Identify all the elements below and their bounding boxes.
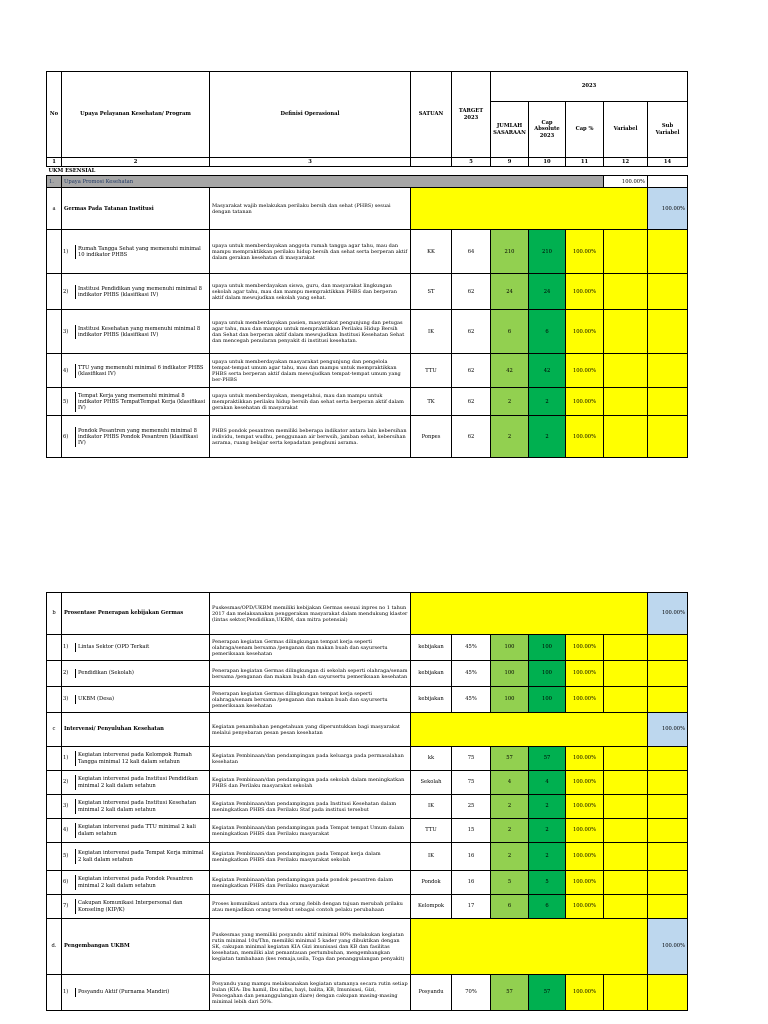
row-indent	[47, 230, 62, 274]
row-target: 75	[452, 771, 491, 795]
row-sub-variabel	[648, 895, 688, 919]
row-jumlah: 4	[491, 771, 529, 795]
row-cap-absolute: 2	[529, 388, 566, 416]
table-row	[47, 230, 688, 274]
row-program	[62, 771, 210, 795]
header-cap-pct: Cap %	[566, 102, 604, 158]
row-jumlah: 24	[491, 274, 529, 310]
row-indent	[47, 771, 62, 795]
row-sub-variabel	[648, 230, 688, 274]
row-cap-pct: 100.00%	[566, 819, 604, 843]
row-jumlah: 57	[491, 975, 529, 1011]
row-indent	[47, 354, 62, 388]
row-program-label: Kegiatan intervensi pada Kelompok Rumah Tangga minimal 12 kali dalam setahun	[78, 752, 192, 765]
row-variabel	[604, 747, 648, 771]
group-letter: c	[47, 713, 62, 747]
row-program	[62, 795, 210, 819]
group-value: 100.00%	[648, 593, 688, 635]
row-program	[62, 895, 210, 919]
table-row	[47, 975, 688, 1011]
table-row	[47, 871, 688, 895]
row-variabel	[604, 687, 648, 713]
row-indent	[47, 274, 62, 310]
row-definition: Kegiatan Pembinaan/dan pendampingan pada keluarga pada permasalahan kesehatan	[210, 747, 411, 771]
row-number: 7)	[62, 899, 76, 913]
colnum: 2	[62, 158, 210, 167]
group-d-row	[47, 919, 688, 975]
row-program	[62, 230, 210, 274]
row-number: 3)	[62, 325, 76, 339]
row-cap-pct: 100.00%	[566, 687, 604, 713]
row-definition: upaya untuk memberdayakan, mengetahui, mau dan mampu untuk mempraktikkan perilaku hidup bersih dan sehat serta berperan aktif dalam gerakan kesehatan di masyarakat	[210, 388, 411, 416]
row-definition: Kegiatan Pembinaan/dan pendampingan pada Institusi Kesehatan dalam meningkatkan PHBS dan Perilaku Staf pada institusi tersebut	[210, 795, 411, 819]
table-row	[47, 895, 688, 919]
row-variabel	[604, 975, 648, 1011]
row-program-label: Pondok Pesantren yang memenuhi minimal 8 indikator PHBS Pondok Pesantren (klasifikasi IV)	[78, 427, 198, 447]
group-value: 100.00%	[648, 188, 688, 230]
row-variabel	[604, 416, 648, 458]
row-satuan: TTU	[411, 354, 452, 388]
group-title: Intervensi/ Penyuluhan Kesehatan	[62, 713, 210, 747]
row-cap-absolute: 100	[529, 661, 566, 687]
row-satuan: Kelompok	[411, 895, 452, 919]
row-target: 45%	[452, 635, 491, 661]
row-indent	[47, 871, 62, 895]
row-satuan: kebijakan	[411, 687, 452, 713]
row-cap-absolute: 100	[529, 687, 566, 713]
row-jumlah: 42	[491, 354, 529, 388]
header-sub-variabel: Sub Variabel	[648, 102, 688, 158]
row-variabel	[604, 354, 648, 388]
group-def: Puskesmas yang memiliki posyandu aktif minimal 80% melakukan kegiatan rutin minimal 10x/Thn, memiliki minimal 5 kader yang dibuktikan dengan SK, cakupan minimal kegiatan KIA Gizi imunisasi dan KB dan fasilitas kesehatan, memiliki alat pemantauan pertumbuhan, mengembangkan kegiatan tambahaan (kes remaja,usila, Toga dan penanggulangan penyakit)	[210, 919, 411, 975]
row-indent	[47, 795, 62, 819]
row-number: 4)	[62, 364, 76, 378]
row-program	[62, 310, 210, 354]
row-cap-pct: 100.00%	[566, 354, 604, 388]
row-cap-absolute: 2	[529, 416, 566, 458]
row-definition: Penerapan kegiatan Germas dilingkungan tempat kerja seperti olahraga/senam bersama /penganan dan makan buah dan sayursertu pemeriksaan kesehatan	[210, 635, 411, 661]
row-indent	[47, 895, 62, 919]
row-program-label: Posyandu Aktif (Purnama Mandiri)	[78, 989, 170, 996]
row-sub-variabel	[648, 687, 688, 713]
row-sub-variabel	[648, 274, 688, 310]
row-satuan: TK	[411, 388, 452, 416]
row-target: 62	[452, 416, 491, 458]
row-jumlah: 100	[491, 687, 529, 713]
colnum: 14	[648, 158, 688, 167]
row-jumlah: 100	[491, 661, 529, 687]
row-cap-absolute: 100	[529, 635, 566, 661]
row-program-label: Institusi Pendidikan yang memenuhi minimal 8 indikator PHBS (klasifikasi IV)	[78, 285, 202, 298]
table-row	[47, 274, 688, 310]
row-cap-pct: 100.00%	[566, 661, 604, 687]
row-sub-variabel	[648, 843, 688, 871]
row-variabel	[604, 895, 648, 919]
row-program-label: Kegiatan intervensi pada Institusi Pendidikan minimal 2 kali dalam setahun	[78, 776, 198, 789]
subsection-value: 100.00%	[604, 176, 648, 188]
row-definition: Penerapan kegiatan Germas dilingkungan tempat kerja seperti olahraga/senam bersama /penganan dan makan buah dan sayursertu pemeriksaan kesehatan	[210, 687, 411, 713]
row-program	[62, 687, 210, 713]
row-program-label: Cakupan Komunikasi Interpersonal dan Konseling (KIP/K)	[78, 900, 183, 913]
colnum: 5	[452, 158, 491, 167]
row-sub-variabel	[648, 354, 688, 388]
row-variabel	[604, 635, 648, 661]
row-cap-pct: 100.00%	[566, 388, 604, 416]
group-letter: d.	[47, 919, 62, 975]
row-variabel	[604, 871, 648, 895]
group-a-row	[47, 188, 688, 230]
row-sub-variabel	[648, 771, 688, 795]
row-program	[62, 274, 210, 310]
row-cap-absolute: 57	[529, 747, 566, 771]
row-satuan: ST	[411, 274, 452, 310]
row-definition: Proses komunikasi antara dua orang /lebih dengan tujuan merubah prilaku atau menjadikan orang tersebut sebagai contoh pelaku perubahaan	[210, 895, 411, 919]
row-definition: Kegiatan Pembinaan/dan pendampingan pada sekolah dalam meningkatkan PHBS dan Perilaku masyarakat sekolah	[210, 771, 411, 795]
subsection-row	[47, 176, 688, 188]
header-definisi: Definisi Operasional	[210, 72, 411, 158]
row-cap-absolute: 210	[529, 230, 566, 274]
row-number: 4)	[62, 823, 76, 837]
row-jumlah: 2	[491, 388, 529, 416]
row-number: 5)	[62, 392, 76, 413]
page2-table	[46, 592, 688, 1011]
row-program	[62, 747, 210, 771]
row-program	[62, 416, 210, 458]
row-satuan: Sekolah	[411, 771, 452, 795]
row-cap-pct: 100.00%	[566, 416, 604, 458]
row-cap-absolute: 2	[529, 843, 566, 871]
row-program-label: UKBM (Desa)	[78, 696, 115, 703]
row-jumlah: 5	[491, 871, 529, 895]
header-no: No	[47, 72, 62, 158]
row-jumlah: 6	[491, 895, 529, 919]
row-jumlah: 6	[491, 310, 529, 354]
row-sub-variabel	[648, 871, 688, 895]
row-satuan: Pondok	[411, 871, 452, 895]
row-definition: Kegiatan Pembinaan/dan pendampingan pada pondok pesantren dalam meningkatkan PHBS dan Perilaku masyarakat	[210, 871, 411, 895]
row-program	[62, 819, 210, 843]
group-title: Prosentase Penerapan kebijakan Germas	[62, 593, 210, 635]
row-cap-pct: 100.00%	[566, 274, 604, 310]
row-target: 75	[452, 747, 491, 771]
row-cap-pct: 100.00%	[566, 975, 604, 1011]
row-target: 64	[452, 230, 491, 274]
row-sub-variabel	[648, 635, 688, 661]
row-definition: upaya untuk memberdayakan siswa, guru, dan masyarakat lingkungan sekolah agar tahu, mau dan mampu mempraktikkan PHBS dan berperan aktif dalam mewujudkan sekolah yang sehat.	[210, 274, 411, 310]
row-cap-absolute: 6	[529, 895, 566, 919]
page1-table	[46, 71, 688, 458]
row-jumlah: 210	[491, 230, 529, 274]
row-indent	[47, 388, 62, 416]
row-program-label: Institusi Kesehatan yang memenuhi minimal 8 indikator PHBS (klasifikasi IV)	[78, 325, 201, 338]
row-jumlah: 100	[491, 635, 529, 661]
row-target: 62	[452, 310, 491, 354]
row-number: 6)	[62, 427, 76, 448]
row-indent	[47, 661, 62, 687]
row-cap-pct: 100.00%	[566, 635, 604, 661]
row-satuan: Posyandu	[411, 975, 452, 1011]
row-program-label: Pendidikan (Sekolah)	[78, 670, 134, 677]
row-definition: upaya untuk memberdayakan anggota rumah tangga agar tahu, mau dan mampu mempraktikkan perilaku hidup bersih dan sehat serta berperan aktif dalam gerakan kesehatan di masyarakat	[210, 230, 411, 274]
header-target: TARGET 2023	[452, 72, 491, 158]
row-target: 16	[452, 871, 491, 895]
row-program-label: Kegiatan intervensi pada Tempat Kerja minimal 2 kali dalam setahun	[78, 850, 204, 863]
table-row	[47, 819, 688, 843]
row-definition: upaya untuk memberdayakan pasien, masyarakat pengunjung dan petugas agar tahu, mau dan mampu untuk mempraktikkan Perilaku Hidup Bersih dan Sehat dan berperan aktif dalam mewujudkan Institusi Kesehatan Sehat dan mencegah penularan penyakit di institusi kesehatan.	[210, 310, 411, 354]
row-target: 16	[452, 843, 491, 871]
subsection-no: 1.	[47, 176, 62, 188]
section-title: UKM ESENSIAL	[47, 167, 688, 176]
row-satuan: Ponpes	[411, 416, 452, 458]
row-cap-absolute: 57	[529, 975, 566, 1011]
row-program-label: Tempat Kerja yang memenuhi minimal 8 indikator PHBS TempatTempat Kerja (klasifikasi IV)	[78, 392, 206, 412]
row-variabel	[604, 661, 648, 687]
table-row	[47, 795, 688, 819]
row-variabel	[604, 230, 648, 274]
row-target: 45%	[452, 687, 491, 713]
row-cap-pct: 100.00%	[566, 771, 604, 795]
group-value: 100.00%	[648, 713, 688, 747]
row-indent	[47, 687, 62, 713]
group-letter: b	[47, 593, 62, 635]
row-target: 62	[452, 388, 491, 416]
row-number: 5)	[62, 849, 76, 863]
row-variabel	[604, 819, 648, 843]
row-indent	[47, 635, 62, 661]
header-program: Upaya Pelayanan Kesehatan/ Program	[62, 72, 210, 158]
header-year: 2023	[491, 72, 688, 102]
row-target: 62	[452, 274, 491, 310]
row-cap-pct: 100.00%	[566, 795, 604, 819]
row-jumlah: 2	[491, 795, 529, 819]
row-sub-variabel	[648, 416, 688, 458]
row-cap-absolute: 2	[529, 819, 566, 843]
header-variabel: Variabel	[604, 102, 648, 158]
row-program	[62, 871, 210, 895]
row-target: 62	[452, 354, 491, 388]
group-letter: a	[47, 188, 62, 230]
row-cap-absolute: 5	[529, 871, 566, 895]
group-def: Puskesmas/OPD/UKBM memiliki kebijakan Germas sesuai inpres no 1 tahun 2017 dan melaksanakan penggerakan masyarakat dalam mendukung klaster (lintas sektor,Pendidikan,UKBM, dan mitra potensial)	[210, 593, 411, 635]
row-definition: upaya untuk memberdayakan masyarakat pengunjung dan pengelola tempat-tempat umum agar tahu, mau dan mampu untuk mempraktikkan PHBS serta berperan aktif dalam mewujudkan tempat-tempat umum yang ber-PHBS	[210, 354, 411, 388]
row-number: 2)	[62, 669, 76, 677]
row-cap-absolute: 24	[529, 274, 566, 310]
row-jumlah: 57	[491, 747, 529, 771]
row-variabel	[604, 771, 648, 795]
group-value: 100.00%	[648, 919, 688, 975]
row-indent	[47, 747, 62, 771]
colnum: 9	[491, 158, 529, 167]
row-target: 17	[452, 895, 491, 919]
row-target: 25	[452, 795, 491, 819]
row-satuan: IK	[411, 310, 452, 354]
row-program-label: Kegiatan intervensi pada Pondok Pesantren minimal 2 kali dalam setahun	[78, 876, 193, 889]
row-sub-variabel	[648, 975, 688, 1011]
header-jumlah: JUMLAH SASARAAN	[491, 102, 529, 158]
group-title: Pengembangan UKBM	[62, 919, 210, 975]
row-satuan: IK	[411, 795, 452, 819]
row-sub-variabel	[648, 388, 688, 416]
row-variabel	[604, 843, 648, 871]
table-row	[47, 843, 688, 871]
group-def: Masyarakat wajib melakukan perilaku bersih dan sehat (PHBS) sesuai dengan tatanan	[210, 188, 411, 230]
row-number: 3)	[62, 695, 76, 703]
row-cap-absolute: 42	[529, 354, 566, 388]
row-variabel	[604, 795, 648, 819]
table-row	[47, 310, 688, 354]
row-program-label: TTU yang memenuhi minimal 6 indikator PHBS (klasifikasi IV)	[78, 364, 204, 377]
row-cap-pct: 100.00%	[566, 747, 604, 771]
row-definition: Kegiatan Pembinaan/dan pendampingan pada Tempat kerja dalam meningkatkan PHBS dan Perilaku masyarakat sekolah	[210, 843, 411, 871]
group-title: Germas Pada Tatanan Institusi	[62, 188, 210, 230]
row-program	[62, 354, 210, 388]
table-row	[47, 388, 688, 416]
row-cap-pct: 100.00%	[566, 310, 604, 354]
header-satuan: SATUAN	[411, 72, 452, 158]
row-sub-variabel	[648, 795, 688, 819]
row-program-label: Lintas Sektor (OPD Terkait	[78, 644, 150, 651]
header-cap-absolut: Cap Absolute 2023	[529, 102, 566, 158]
row-program-label: Kegiatan intervensi pada Institusi Kesehatan minimal 2 kali dalam setahun	[78, 800, 197, 813]
colnum	[411, 158, 452, 167]
row-variabel	[604, 388, 648, 416]
row-program-label: Rumah Tangga Sehat yang memenuhi minimal 10 indikator PHBS	[78, 245, 201, 258]
group-b-row	[47, 593, 688, 635]
row-sub-variabel	[648, 747, 688, 771]
row-definition: Posyandu yang mampu melaksanakan kegiatan utamanya secara rutin setiap bulan (KIA: Ibu hamil, Ibu nifas, bayi, balita, KB, Imunisasi, Gizi, Pencegahan dan penanggulangan diare) dengan cakupan masing-masing minimal lebih dari 50%.	[210, 975, 411, 1011]
row-satuan: IK	[411, 843, 452, 871]
row-indent	[47, 975, 62, 1011]
row-number: 1)	[62, 988, 76, 996]
row-indent	[47, 819, 62, 843]
row-indent	[47, 843, 62, 871]
row-jumlah: 2	[491, 416, 529, 458]
group-c-row	[47, 713, 688, 747]
row-cap-absolute: 2	[529, 795, 566, 819]
row-definition: PHBS pondok pesantren memiliki beberapa indikator antara lain kebersihan individu, tempat wudhu, penggunaan air berwsih, jamban sehat, kebersihan asrama, ruang belajar serta kepadatan penghuni asrama.	[210, 416, 411, 458]
group-def: Kegiatan penambahan pengetahuan yang diperuntukkan bagi masyarakat melalui penyebaran pesan pesan kesehatan	[210, 713, 411, 747]
colnum: 1	[47, 158, 62, 167]
table-row	[47, 687, 688, 713]
row-cap-pct: 100.00%	[566, 843, 604, 871]
row-jumlah: 2	[491, 819, 529, 843]
row-number: 2)	[62, 775, 76, 789]
row-program	[62, 975, 210, 1011]
row-indent	[47, 416, 62, 458]
row-number: 6)	[62, 875, 76, 889]
row-program	[62, 388, 210, 416]
colnum: 10	[529, 158, 566, 167]
row-program	[62, 661, 210, 687]
row-number: 1)	[62, 245, 76, 259]
row-cap-absolute: 4	[529, 771, 566, 795]
row-variabel	[604, 274, 648, 310]
table-row	[47, 747, 688, 771]
table-row	[47, 635, 688, 661]
row-number: 1)	[62, 751, 76, 765]
row-indent	[47, 310, 62, 354]
row-cap-absolute: 6	[529, 310, 566, 354]
row-target: 45%	[452, 661, 491, 687]
row-satuan: kk	[411, 747, 452, 771]
colnum: 12	[604, 158, 648, 167]
row-program-label: Kegiatan intervensi pada TTU minimal 2 kali dalam setahun	[78, 824, 196, 837]
column-number-row	[47, 158, 688, 167]
row-number: 1)	[62, 643, 76, 651]
row-target: 70%	[452, 975, 491, 1011]
table-row	[47, 354, 688, 388]
row-target: 15	[452, 819, 491, 843]
row-sub-variabel	[648, 661, 688, 687]
row-definition: Penerapan kegiatan Germas dilingkungan di sekolah seperti olahraga/senam bersama /penganan dan makan buah dan sayursertu pemeriksaan kesehatan	[210, 661, 411, 687]
row-number: 3)	[62, 799, 76, 813]
row-cap-pct: 100.00%	[566, 230, 604, 274]
table-row	[47, 661, 688, 687]
row-definition: Kegiatan Pembinaan/dan pendampingan pada Tempat tempat Umum dalam meningkatkan PHBS dan Perilaku masyarakat	[210, 819, 411, 843]
row-satuan: kebijakan	[411, 635, 452, 661]
colnum: 11	[566, 158, 604, 167]
table-row	[47, 771, 688, 795]
subsection-label: Upaya Promosi Kesehatan	[62, 176, 604, 188]
row-program	[62, 843, 210, 871]
row-number: 2)	[62, 285, 76, 299]
row-variabel	[604, 310, 648, 354]
row-jumlah: 2	[491, 843, 529, 871]
row-sub-variabel	[648, 310, 688, 354]
table-row	[47, 416, 688, 458]
row-satuan: kebijakan	[411, 661, 452, 687]
colnum: 3	[210, 158, 411, 167]
row-satuan: TTU	[411, 819, 452, 843]
row-program	[62, 635, 210, 661]
row-cap-pct: 100.00%	[566, 895, 604, 919]
row-satuan: KK	[411, 230, 452, 274]
row-cap-pct: 100.00%	[566, 871, 604, 895]
row-sub-variabel	[648, 819, 688, 843]
